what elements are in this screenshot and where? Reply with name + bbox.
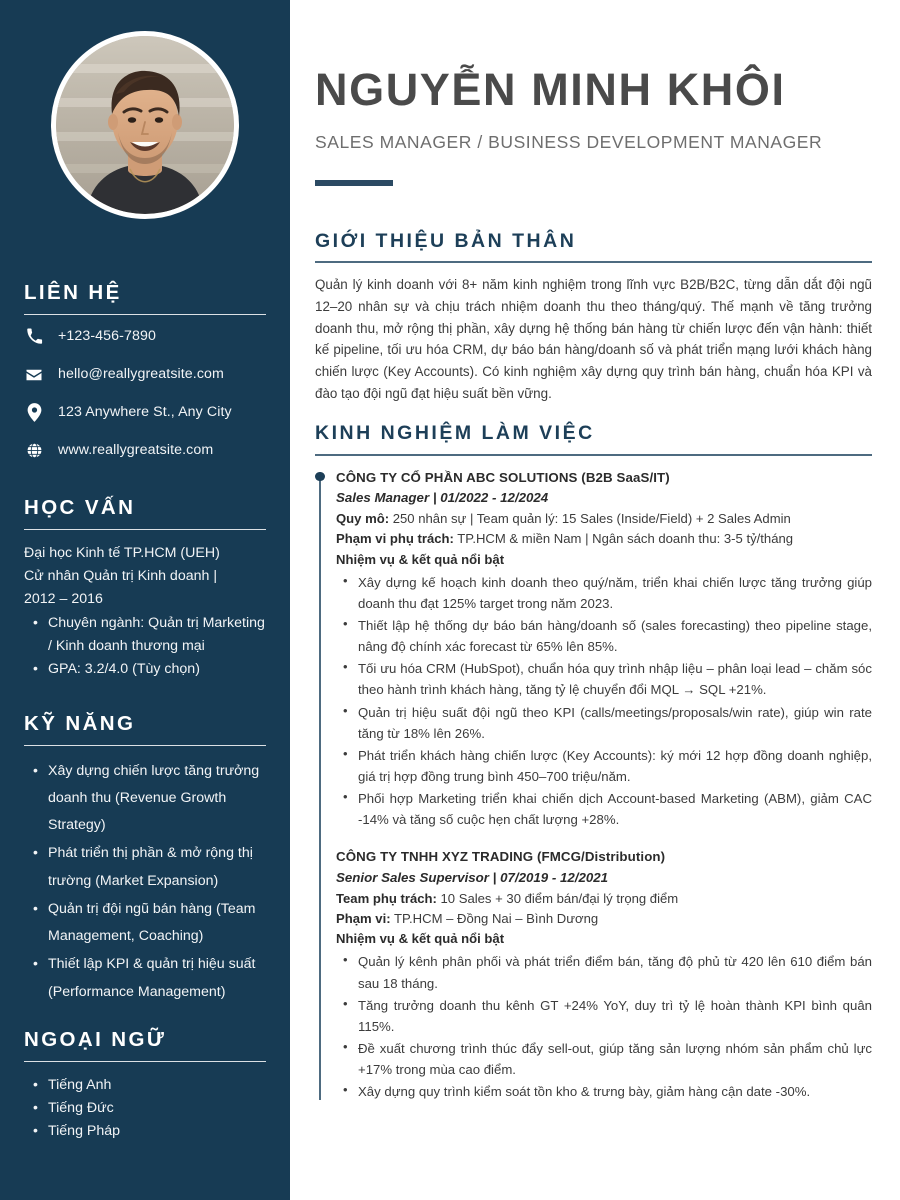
education-bullets	[24, 612, 266, 681]
list-item: • Xây dựng quy trình kiểm soát tồn kho & trưng bày, giảm hàng cận date -30%.	[336, 1081, 872, 1102]
job-meta-value: 250 nhân sự | Team quản lý: 15 Sales (Inside/Field) + 2 Sales Admin	[389, 510, 791, 526]
list-item: • Tăng trưởng doanh thu kênh GT +24% YoY, duy trì tỷ lệ hoàn thành KPI bình quân 115%.	[336, 995, 872, 1037]
languages-heading: NGOẠI NGỮ	[24, 1028, 167, 1051]
job-meta	[336, 889, 872, 909]
job-meta-value: 10 Sales + 30 điểm bán/đại lý trọng điểm	[436, 890, 679, 906]
job-company: CÔNG TY TNHH XYZ TRADING (FMCG/Distribution)	[336, 849, 666, 865]
list-item: • Quản trị đội ngũ bán hàng (Team Management, Coaching)	[24, 896, 266, 951]
timeline-line	[319, 476, 321, 1101]
about-divider	[315, 261, 872, 263]
avatar	[51, 31, 239, 219]
experience-item	[336, 468, 872, 831]
experience-item	[336, 847, 872, 1102]
list-item: • Thiết lập KPI & quản trị hiệu suất (Performance Management)	[24, 951, 266, 1006]
contact-item-email[interactable]	[24, 365, 266, 385]
list-item: • Tối ưu hóa CRM (HubSpot), chuẩn hóa quy trình nhập liệu – phân loại lead – chăm sóc theo hành trình khách hàng, tăng tỷ lệ chuyển đổi MQL → SQL +21%.	[336, 658, 872, 700]
list-item: • Quản trị hiệu suất đội ngũ theo KPI (calls/meetings/proposals/win rate), giúp win rate tăng từ 18% lên 26%.	[336, 702, 872, 744]
list-item: • Phối hợp Marketing triển khai chiến dịch Account-based Marketing (ABM), giảm CAC -14% và tăng số cuộc hẹn chất lượng +28%.	[336, 788, 872, 830]
website-icon	[24, 441, 44, 461]
job-role: Senior Sales Supervisor | 07/2019 - 12/2021	[336, 869, 609, 885]
phone-icon	[24, 327, 44, 347]
about-text: Quản lý kinh doanh với 8+ năm kinh nghiệm trong lĩnh vực B2B/B2C, từng dẫn dắt đội ngũ 12–20 nhân sự và chịu trách nhiệm doanh thu theo tháng/quý. Thế mạnh về tăng trưởng doanh thu, mở rộng thị phần, xây dựng hệ thống bán hàng từ chiến lược đến vận hành: thiết kế pipeline, tối ưu hóa CRM, dự báo bán hàng/doanh số và phát triển mạng lưới khách hàng chiến lược (Key Accounts). Có kinh nghiệm xây dựng quy trình bán hàng, chuẩn hóa KPI và đào tạo đội ngũ đạt hiệu suất bền vững.	[315, 277, 872, 401]
list-item: • Tiếng Anh	[24, 1074, 266, 1097]
job-meta-label: Team phụ trách:	[336, 890, 437, 906]
list-item: • Xây dựng kế hoạch kinh doanh theo quý/năm, triển khai chiến lược tăng trưởng giúp doanh thu đạt 125% target trong năm 2023.	[336, 572, 872, 614]
education-years: 2012 – 2016	[24, 590, 103, 607]
languages-section	[24, 1028, 266, 1143]
experience-divider	[315, 454, 872, 456]
address-value: 123 Anywhere St., Any City	[58, 404, 232, 421]
list-item: • Phát triển khách hàng chiến lược (Key Accounts): ký mới 12 hợp đồng doanh nghiệp, giá trị hợp đồng trung bình 450–700 triệu/năm.	[336, 745, 872, 787]
job-bullets	[336, 572, 872, 831]
list-item: • Tiếng Đức	[24, 1097, 266, 1120]
list-item: • Quản lý kênh phân phối và phát triển điểm bán, tăng độ phủ từ 420 lên 610 điểm bán sau 18 tháng.	[336, 951, 872, 993]
skills-list	[24, 758, 266, 1006]
experience-timeline	[315, 468, 872, 1103]
website-value: www.reallygreatsite.com	[58, 442, 214, 459]
skills-section	[24, 712, 266, 1007]
contact-item-address[interactable]	[24, 403, 266, 423]
job-meta-label: Phạm vi phụ trách:	[336, 531, 454, 547]
education-section	[24, 496, 266, 681]
timeline-dot	[315, 472, 325, 482]
experience-section	[315, 422, 872, 1102]
job-meta	[336, 509, 872, 529]
list-item: • Chuyên ngành: Quản trị Marketing / Kinh doanh thương mại	[24, 612, 266, 658]
job-bullets	[336, 951, 872, 1102]
job-meta-value: TP.HCM – Đồng Nai – Bình Dương	[390, 910, 599, 926]
list-item: • Xây dựng chiến lược tăng trưởng doanh thu (Revenue Growth Strategy)	[24, 758, 266, 840]
job-meta-value: TP.HCM & miền Nam | Ngân sách doanh thu: 3-5 tỷ/tháng	[453, 531, 794, 547]
list-item: • Đề xuất chương trình thúc đẩy sell-out, giúp tăng sản lượng nhóm sản phẩm chủ lực +17% trong mùa cao điểm.	[336, 1038, 872, 1080]
about-section	[315, 230, 872, 405]
education-divider	[24, 529, 266, 530]
about-heading: GIỚI THIỆU BẢN THÂN	[315, 229, 577, 252]
job-company: CÔNG TY CỔ PHẦN ABC SOLUTIONS (B2B SaaS/IT)	[336, 469, 670, 485]
list-item: • Thiết lập hệ thống dự báo bán hàng/doanh số (sales forecasting) theo pipeline stage, nâng độ chính xác forecast từ 65% lên 85%.	[336, 615, 872, 657]
job-title-subtitle: SALES MANAGER / BUSINESS DEVELOPMENT MANAGER	[315, 131, 823, 152]
contact-divider	[24, 314, 266, 315]
email-icon	[24, 365, 44, 385]
list-item: • Tiếng Pháp	[24, 1120, 266, 1143]
contact-item-phone[interactable]	[24, 327, 266, 347]
languages-list	[24, 1074, 266, 1143]
location-icon	[24, 403, 44, 423]
languages-divider	[24, 1061, 266, 1062]
job-subheading: Nhiệm vụ & kết quả nổi bật	[336, 551, 505, 567]
contact-section	[24, 281, 266, 479]
accent-bar	[315, 180, 393, 186]
job-subheading: Nhiệm vụ & kết quả nổi bật	[336, 931, 505, 947]
page-title: NGUYỄN MINH KHÔI	[315, 64, 786, 115]
job-meta-label: Phạm vi:	[336, 910, 391, 926]
contact-item-website[interactable]	[24, 441, 266, 461]
job-meta-label: Quy mô:	[336, 510, 390, 526]
job-meta	[336, 909, 872, 929]
list-item: • GPA: 3.2/4.0 (Tùy chọn)	[24, 658, 266, 681]
education-school: Đại học Kinh tế TP.HCM (UEH)	[24, 544, 220, 561]
education-degree: Cử nhân Quản trị Kinh doanh |	[24, 567, 218, 584]
contact-heading: LIÊN HỆ	[24, 281, 122, 304]
list-item: • Phát triển thị phần & mở rộng thị trường (Market Expansion)	[24, 840, 266, 895]
email-value: hello@reallygreatsite.com	[58, 366, 224, 383]
experience-heading: KINH NGHIỆM LÀM VIỆC	[315, 422, 595, 445]
job-meta	[336, 529, 872, 549]
phone-value: +123-456-7890	[58, 328, 156, 345]
job-role: Sales Manager | 01/2022 - 12/2024	[336, 490, 549, 506]
main-column	[290, 0, 900, 1200]
skills-heading: KỸ NĂNG	[24, 712, 136, 735]
education-heading: HỌC VẤN	[24, 496, 136, 519]
sidebar	[0, 0, 290, 1200]
skills-divider	[24, 745, 266, 746]
profile-photo-icon	[56, 36, 234, 214]
